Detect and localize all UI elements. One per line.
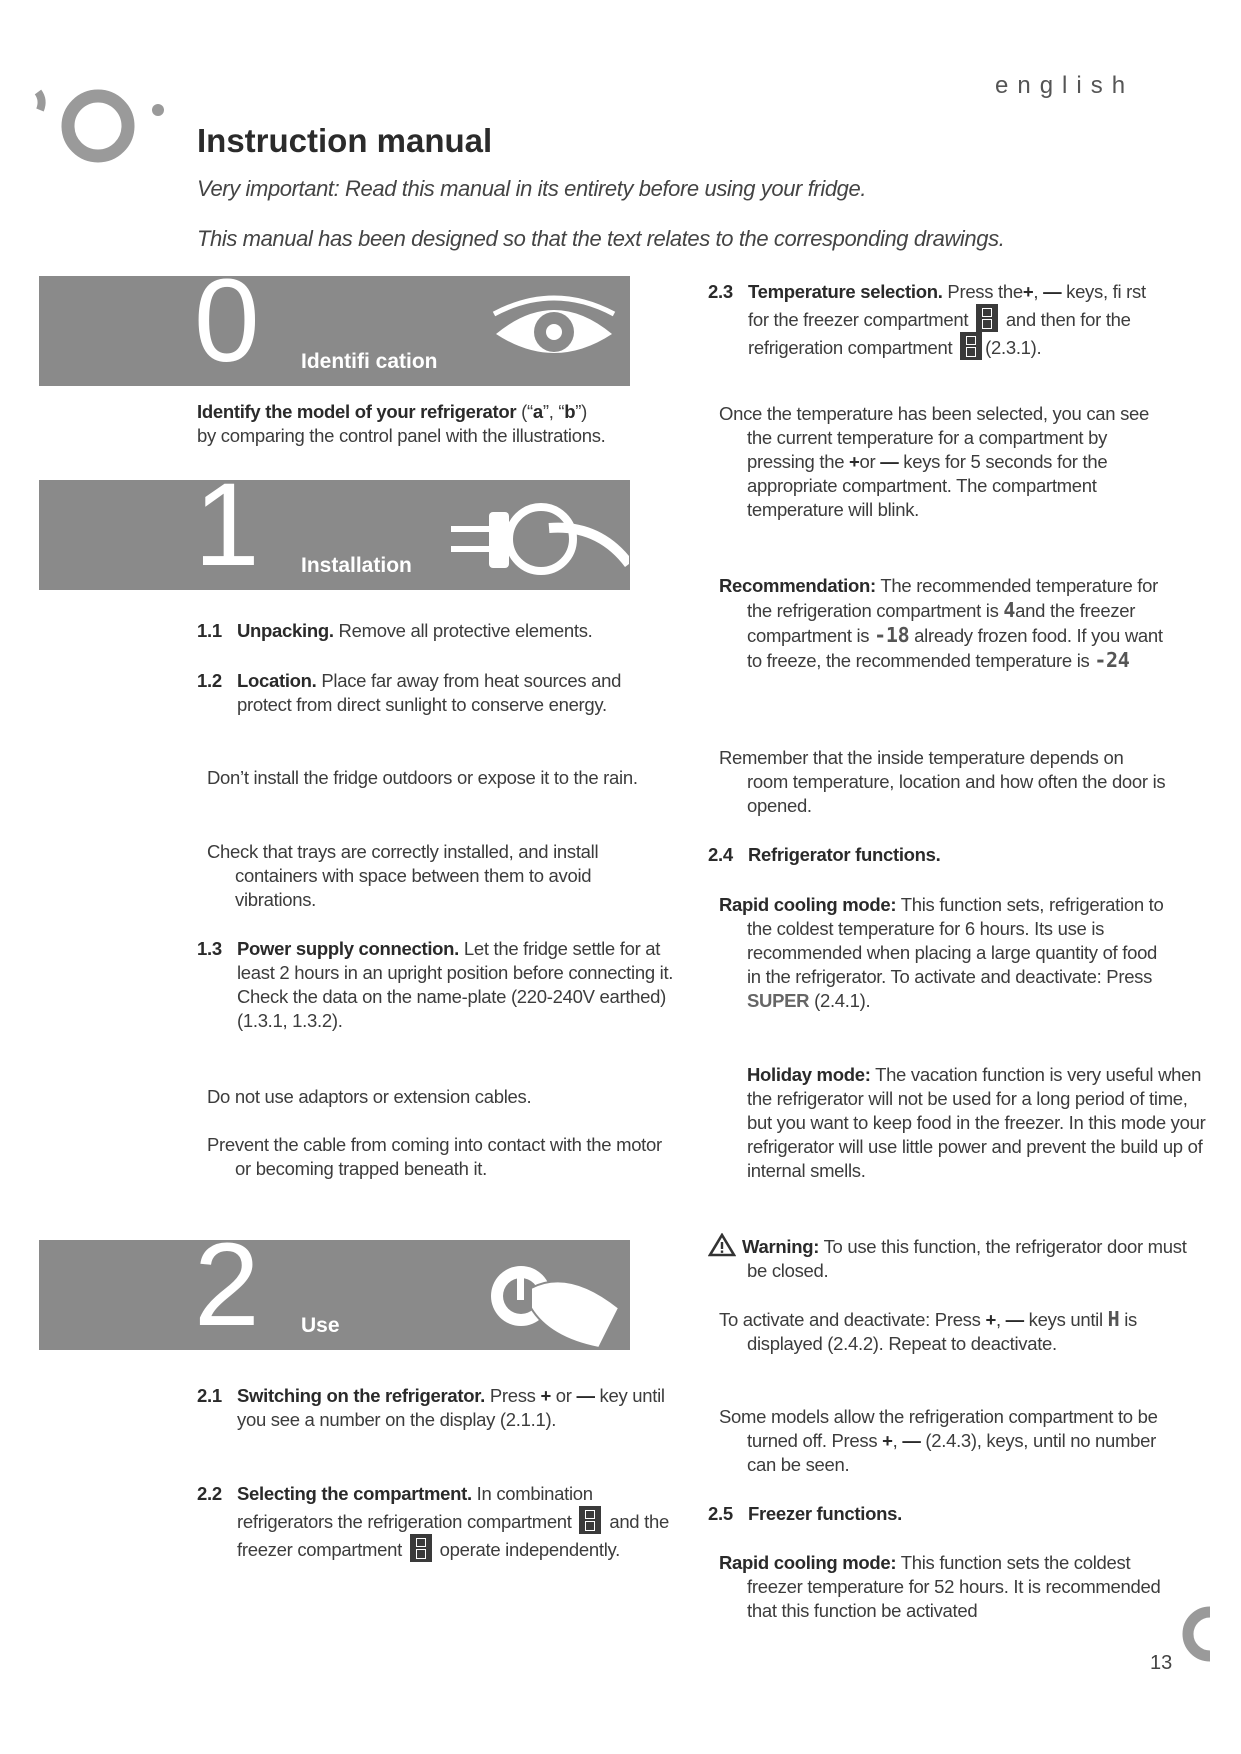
- para-2-3-display: Once the temperature has been selected, you can see the current temperature for a compartment by pressing the +or — keys for 5 seconds for the appropriate compartment. The compartment temperature will blink.: [719, 403, 1150, 520]
- para-2-3: 2.3 Temperature selection. Press the+, — keys, fi rst for the freezer compartment and then for the refrigeration compartment (2.3.1).: [708, 281, 1146, 358]
- plus-key-icon: +: [849, 451, 860, 472]
- section-number: 2: [194, 1240, 260, 1350]
- para-2-2: 2.2 Selecting the compartment. In combination refrigerators the refrigeration compartment and the freezer compartment operate independently.: [197, 1483, 669, 1560]
- eye-icon: [484, 292, 624, 372]
- heading-2-4: 2.4 Refrigerator functions.: [708, 844, 941, 865]
- super-key: SUPER: [747, 990, 810, 1011]
- identify-lead: Identify the model of your refrigerator: [197, 401, 517, 422]
- brand-logo: [30, 70, 170, 180]
- minus-key-icon: —: [1043, 281, 1062, 302]
- finger-button-icon: [479, 1248, 629, 1348]
- freezer-compartment-icon: [976, 304, 998, 332]
- section-banner-installation: [39, 480, 630, 590]
- warning-icon: [708, 1233, 736, 1257]
- minus-key-icon: —: [1005, 1309, 1024, 1330]
- para-1-2: 1.2 Location. Place far away from heat sources and protect from direct sunlight to conserve energy.: [197, 670, 622, 715]
- minus-key-icon: —: [902, 1430, 921, 1451]
- temp-display-minus24: -24: [1094, 648, 1130, 672]
- intro-important: Very important: Read this manual in its entirety before using your fridge.: [197, 176, 867, 201]
- plug-icon: [449, 494, 629, 584]
- rapid-cooling-fridge: Rapid cooling mode: This function sets, refrigeration to the coldest temperature for 6 hours. Its use is recommended when placing a large quantity of food in the refrigerator. To activate and deactivate: Press SUPER (2.4.1).: [719, 894, 1164, 1011]
- para-1-3-cable: Prevent the cable from coming into contact with the motor or becoming trapped beneath it.: [207, 1134, 662, 1179]
- para-remember: Remember that the inside temperature depends on room temperature, location and how often the door is opened.: [719, 747, 1166, 816]
- para-1-2-trays: Check that trays are correctly installed, and install containers with space between them to avoid vibrations.: [207, 841, 599, 910]
- language-label: english: [995, 72, 1135, 99]
- heading-2-5: 2.5 Freezer functions.: [708, 1503, 902, 1524]
- holiday-display-code: H: [1107, 1307, 1120, 1331]
- plus-key-icon: +: [882, 1430, 893, 1451]
- section-title: Identifi cation: [301, 350, 438, 373]
- section-banner-use: [39, 1240, 630, 1350]
- recommendation: Recommendation: The recommended temperature for the refrigeration compartment is 4and the freezer compartment is -18 already frozen food. If you want to freeze, the recommended temperature is -24: [719, 575, 1163, 672]
- section-number: 1: [194, 480, 260, 590]
- section-title: Use: [301, 1314, 340, 1337]
- section-title: Installation: [301, 554, 412, 577]
- para-1-3-adaptors: Do not use adaptors or extension cables.: [207, 1086, 532, 1107]
- fridge-compartment-icon: [579, 1506, 601, 1534]
- para-1-1: 1.1 Unpacking. Remove all protective elements.: [197, 620, 593, 641]
- compartment-off: Some models allow the refrigeration compartment to be turned off. Press +, — (2.4.3), keys, until no number can be seen.: [719, 1406, 1158, 1475]
- holiday-mode: Holiday mode: The vacation function is very useful when the refrigerator will not be used for a long period of time, but you want to keep food in the freezer. In this mode your refrigerator will use little power and prevent the build up of internal smells.: [747, 1064, 1206, 1181]
- holiday-activate: To activate and deactivate: Press +, — keys until H is displayed (2.4.2). Repeat to deactivate.: [719, 1307, 1137, 1354]
- plus-key-icon: +: [985, 1309, 996, 1330]
- page-title: Instruction manual: [197, 122, 493, 159]
- corner-logo-fragment: [1180, 1606, 1210, 1662]
- temp-display-4: 4: [1003, 598, 1016, 622]
- plus-key-icon: +: [1022, 281, 1034, 302]
- warning-note: Warning: To use this function, the refrigerator door must be closed.: [708, 1233, 1197, 1283]
- fridge-compartment-icon: [960, 332, 982, 360]
- identify-paragraph: Identify the model of your refrigerator (“a”, “b”) by comparing the control panel with the illustrations.: [197, 401, 606, 446]
- temp-display-minus18: -18: [874, 623, 910, 647]
- para-1-2-outdoors: Don’t install the fridge outdoors or expose it to the rain.: [207, 767, 638, 788]
- para-1-3: 1.3 Power supply connection. Let the fridge settle for at least 2 hours in an upright position before connecting it. Check the data on the name-plate (220-240V earthed) (1.3.1, 1.3.2).: [197, 938, 674, 1031]
- freezer-compartment-icon: [410, 1534, 432, 1562]
- rapid-cooling-freezer: Rapid cooling mode: This function sets the coldest freezer temperature for 52 hours. It is recommended that this function be activated: [719, 1552, 1161, 1621]
- para-2-1: 2.1 Switching on the refrigerator. Press + or — key until you see a number on the display (2.1.1).: [197, 1385, 665, 1430]
- page-number: 13: [1150, 1652, 1173, 1674]
- intro-design: This manual has been designed so that the text relates to the corresponding drawings.: [197, 226, 1005, 251]
- plus-key-icon: +: [540, 1385, 551, 1406]
- section-number: 0: [194, 276, 260, 386]
- minus-key-icon: —: [576, 1385, 595, 1406]
- minus-key-icon: —: [880, 451, 899, 472]
- section-banner-identification: [39, 276, 630, 386]
